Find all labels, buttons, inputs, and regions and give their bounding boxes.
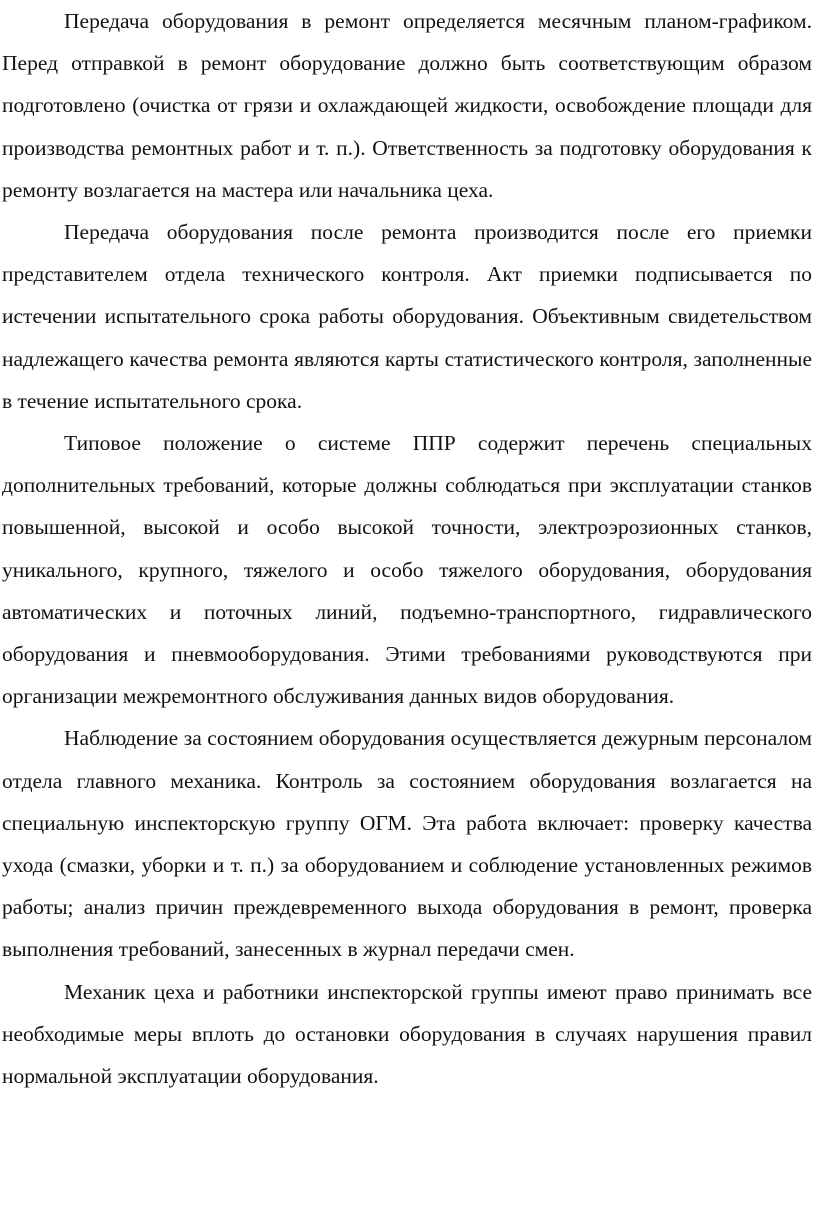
paragraph-special-requirements: Типовое положение о системе ППР содержит перечень специальных дополнительных требований, которые должны соблюдаться при эксплуатации станков повышенной, высокой и особо высокой точности, электроэрозионных станков, уникального, крупного, тяжелого и особо тяжелого оборудования, оборудования автоматических и поточных линий, подъемно-транспортного, гидравлического оборудования и пневмооборудования. Этими требованиями руководствуются при организации межремонтного обслуживания данных видов оборудования.: [2, 431, 812, 709]
document-page: [2, 0, 812, 1097]
paragraph-condition-monitoring: Наблюдение за состоянием оборудования осуществляется дежурным персоналом отдела главного механика. Контроль за состоянием оборудования возлагается на специальную инспекторскую группу ОГМ. Эта работа включает: проверку качества ухода (смазки, уборки и т. п.) за оборудованием и соблюдение установленных режимов работы; анализ причин преждевременного выхода оборудования в ремонт, проверка выполнения требований, занесенных в журнал передачи смен.: [2, 726, 812, 962]
paragraph-mechanic-rights: Механик цеха и работники инспекторской группы имеют право принимать все необходимые меры вплоть до остановки оборудования в случаях нарушения правил нормальной эксплуатации оборудования.: [2, 979, 812, 1089]
paragraph-equipment-transfer-after-repair: Передача оборудования после ремонта производится после его приемки представителем отдела технического контроля. Акт приемки подписывается по истечении испытательного срока работы оборудования. Объективным свидетельством надлежащего качества ремонта являются карты статистического контроля, заполненные в течение испытательного срока.: [2, 220, 812, 413]
paragraph-equipment-transfer-to-repair: Передача оборудования в ремонт определяется месячным планом-графиком. Перед отправкой в ремонт оборудование должно быть соответствующим образом подготовлено (очистка от грязи и охлаждающей жидкости, освобождение площади для производства ремонтных работ и т. п.). Ответственность за подготовку оборудования к ремонту возлагается на мастера или начальника цеха.: [2, 9, 812, 202]
